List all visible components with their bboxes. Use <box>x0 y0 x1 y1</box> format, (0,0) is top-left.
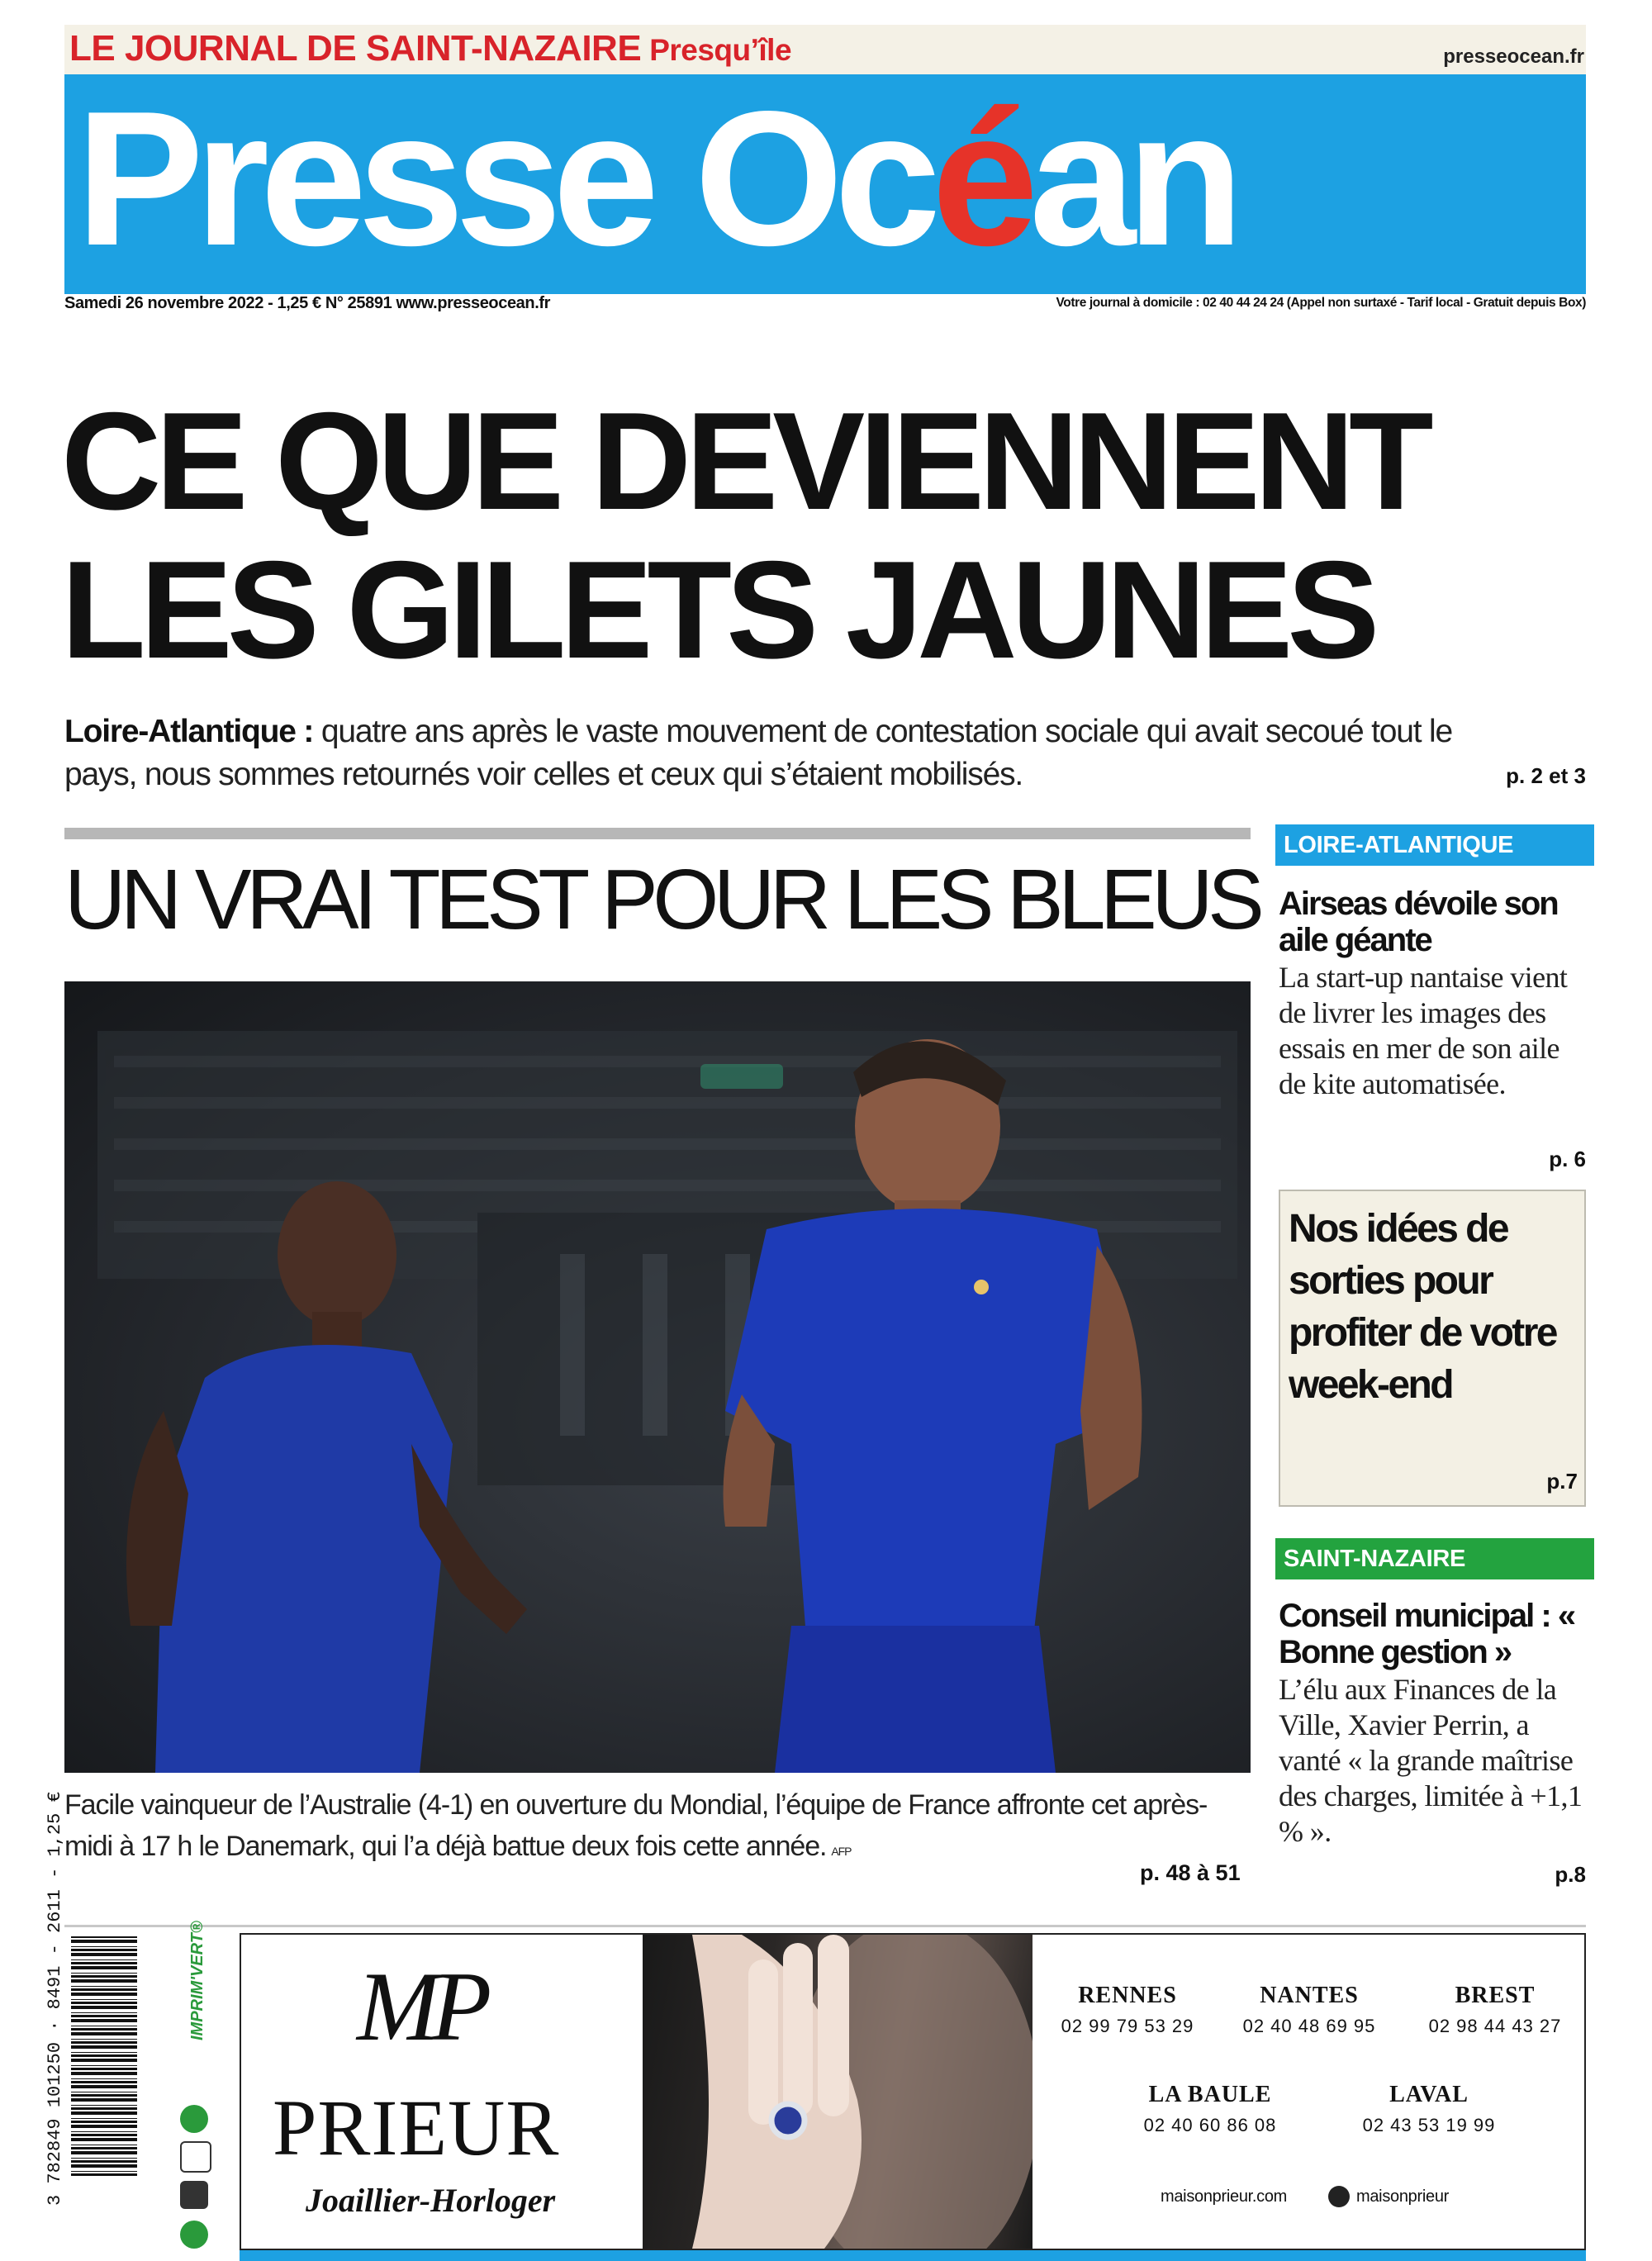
store-city: RENNES <box>1078 1983 1177 2008</box>
airseas-headline[interactable]: Airseas dévoile son aile géante <box>1279 886 1558 958</box>
section-tag-loire-atlantique[interactable]: LOIRE-ATLANTIQUE <box>1275 824 1594 866</box>
airseas-page-ref[interactable]: p. 6 <box>1549 1147 1586 1171</box>
prieur-tagline: Joaillier-Horloger <box>306 2182 556 2219</box>
footer-blue-bar <box>240 2250 1586 2261</box>
store-city: BREST <box>1455 1983 1536 2008</box>
instagram-icon[interactable] <box>1328 2186 1350 2207</box>
store-brest <box>1404 1983 1586 2037</box>
football-photo <box>64 981 1251 1773</box>
conseil-page-ref[interactable]: p.8 <box>1555 1862 1586 1887</box>
advert-instagram[interactable]: maisonprieur <box>1356 2187 1450 2206</box>
store-laval <box>1338 2082 1520 2136</box>
logo-text-start: Presse Oc <box>76 72 933 286</box>
conseil-headline[interactable]: Conseil municipal : « Bonne gestion » <box>1279 1598 1575 1670</box>
store-city: LAVAL <box>1389 2082 1469 2107</box>
prieur-monogram: MP <box>357 1951 484 2061</box>
store-la-baule <box>1119 2082 1301 2136</box>
edition-label <box>69 28 791 69</box>
players-illustration <box>64 981 1251 1773</box>
store-nantes <box>1218 1983 1400 2037</box>
main-page-ref[interactable]: p. 2 et 3 <box>1506 763 1586 788</box>
photo-credit: AFP <box>831 1845 852 1858</box>
section-divider <box>64 828 1251 839</box>
store-phone[interactable]: 02 99 79 53 29 <box>1061 2016 1194 2036</box>
headline-line-1: CE QUE DEVIENNENT <box>61 383 1428 539</box>
newspaper-logo <box>76 72 1235 286</box>
prieur-brand: PRIEUR <box>273 2083 560 2172</box>
store-phone[interactable]: 02 98 44 43 27 <box>1428 2016 1562 2036</box>
sorties-headline[interactable]: Nos idées de sorties pour profiter de votre week-end <box>1289 1207 1556 1407</box>
advert-photo <box>643 1935 1032 2249</box>
site-url[interactable]: presseocean.fr <box>1443 45 1584 68</box>
store-rennes <box>1037 1983 1218 2037</box>
leaf-icon <box>180 2221 208 2249</box>
logo-text-end: an <box>1029 72 1235 286</box>
barcode <box>71 1936 137 2176</box>
store-city: NANTES <box>1260 1983 1359 2008</box>
store-city: LA BAULE <box>1148 2082 1272 2107</box>
edition-name: LE JOURNAL DE SAINT-NAZAIRE <box>69 28 642 69</box>
barcode-digits: 3 782849 101250 · 8491 - 2611 - 1,25 € <box>45 1791 65 2206</box>
section-tag-saint-nazaire[interactable]: SAINT-NAZAIRE <box>1275 1538 1594 1579</box>
sorties-page-ref[interactable]: p.7 <box>1546 1469 1578 1494</box>
paper-icon <box>180 2141 211 2173</box>
ink-icon <box>180 2181 208 2209</box>
lede-text: quatre ans après le vaste mouvement de contestation sociale qui avait secoué tout le pays, nous sommes retournés voir celles et ceux qui s’étaient mobilisés. <box>64 714 1452 792</box>
hand-ring-illustration <box>643 1935 1032 2249</box>
store-phone[interactable]: 02 43 53 19 99 <box>1362 2115 1496 2135</box>
recycle-icon <box>180 2105 208 2133</box>
lede-kicker: Loire-Atlantique : <box>64 714 314 749</box>
store-phone[interactable]: 02 40 48 69 95 <box>1242 2016 1376 2036</box>
headline-line-2: LES GILETS JAUNES <box>61 532 1374 687</box>
football-headline[interactable]: UN VRAI TEST POUR LES BLEUS <box>64 852 1260 947</box>
edition-subtitle: Presqu’île <box>649 33 792 67</box>
photo-caption <box>64 1784 1246 1872</box>
footer-divider <box>64 1925 1586 1927</box>
subscription-line: Votre journal à domicile : 02 40 44 24 24 (Appel non surtaxé - Tarif local - Gratuit depuis Box) <box>1056 296 1586 310</box>
caption-text: Facile vainqueur de l’Australie (4-1) en ouverture du Mondial, l’équipe de France affronte cet après-midi à 17 h le Danemark, qui l’a déjà battue deux fois cette année. <box>64 1789 1208 1862</box>
conseil-summary: L’élu aux Finances de la Ville, Xavier Perrin, a vanté « la grande maîtrise des charges, limitée à +1,1 % ». <box>1279 1673 1583 1848</box>
main-headline[interactable] <box>61 383 1597 687</box>
advert-website[interactable]: maisonprieur.com <box>1161 2187 1288 2206</box>
main-lede <box>64 710 1518 796</box>
airseas-summary: La start-up nantaise vient de livrer les images des essais en mer de son aile de kite automatisée. <box>1279 961 1568 1100</box>
date-line: Samedi 26 novembre 2022 - 1,25 € N° 25891 www.presseocean.fr <box>64 294 551 312</box>
logo-accent-letter: é <box>932 72 1030 286</box>
football-page-ref[interactable]: p. 48 à 51 <box>1140 1860 1241 1885</box>
imprimvert-label: IMPRIM'VERT® <box>188 1921 206 2040</box>
store-phone[interactable]: 02 40 60 86 08 <box>1143 2115 1277 2135</box>
